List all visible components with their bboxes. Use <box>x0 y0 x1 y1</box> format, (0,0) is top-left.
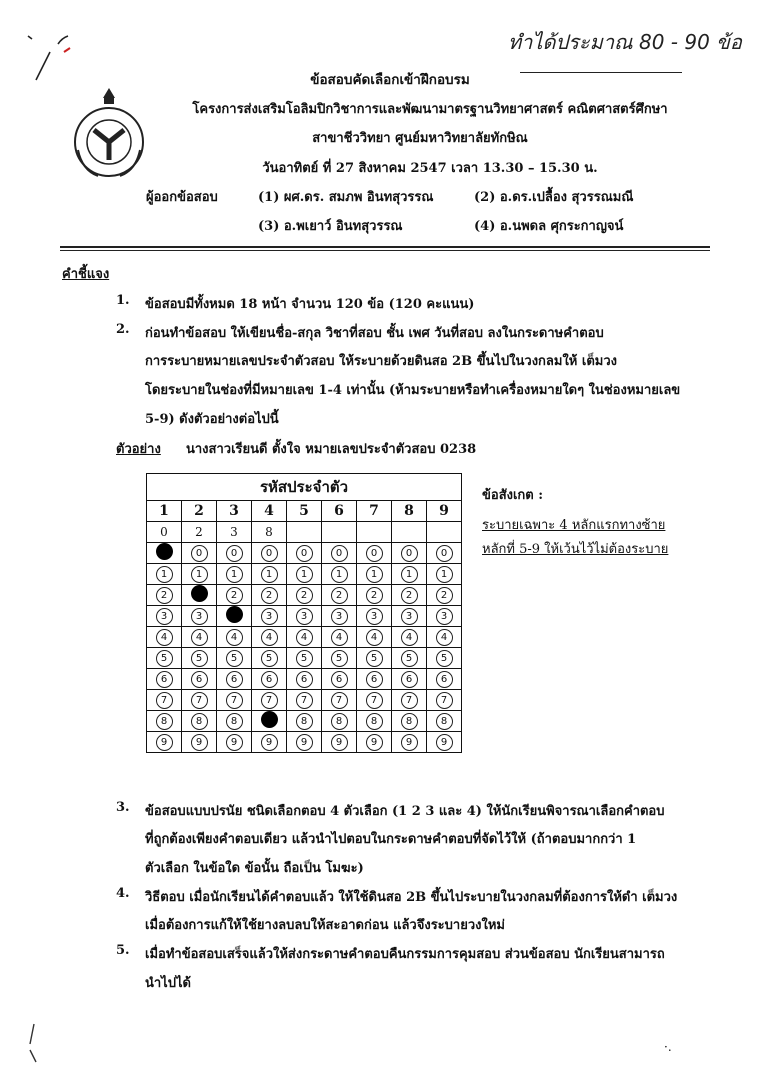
grid-cell <box>357 585 392 606</box>
digit-bubble[interactable]: 0 <box>296 545 313 562</box>
grid-cell <box>217 648 252 669</box>
instructions-heading: คำชี้แจง <box>62 267 110 282</box>
grid-cell <box>182 669 217 690</box>
grid-cell <box>357 669 392 690</box>
grid-cell <box>287 669 322 690</box>
digit-bubble[interactable]: 1 <box>226 566 243 583</box>
digit-bubble[interactable]: 0 <box>401 545 418 562</box>
digit-bubble[interactable]: 5 <box>296 650 313 667</box>
item-3-line-3: ตัวเลือก ในข้อใด ข้อนั้น ถือเป็น โมฆะ) <box>145 861 364 876</box>
digit-bubble[interactable]: 4 <box>226 629 243 646</box>
digit-bubble[interactable]: 7 <box>191 692 208 709</box>
grid-cell <box>217 669 252 690</box>
author-4: (4) อ.นพดล ศุกระกาญจน์ <box>474 219 624 234</box>
grid-cell <box>252 648 287 669</box>
grid-cell <box>182 564 217 585</box>
grid-cell <box>427 648 462 669</box>
digit-bubble[interactable]: 7 <box>296 692 313 709</box>
grid-cell <box>182 606 217 627</box>
example-label: ตัวอย่าง <box>116 442 161 457</box>
grid-written-digit <box>357 522 392 543</box>
digit-bubble[interactable]: 1 <box>401 566 418 583</box>
item-2-num: 2. <box>116 322 130 337</box>
digit-bubble[interactable]: 9 <box>401 734 418 751</box>
digit-bubble[interactable]: 0 <box>366 545 383 562</box>
grid-cell <box>182 711 217 732</box>
digit-bubble[interactable]: 5 <box>191 650 208 667</box>
grid-cell <box>357 627 392 648</box>
digit-bubble[interactable]: 4 <box>156 629 173 646</box>
item-5-line-1: เมื่อทำข้อสอบเสร็จแล้วให้ส่งกระดาษคำตอบคืนกรรมการคุมสอบ ส่วนข้อสอบ นักเรียนสามารถ <box>145 947 665 962</box>
example-text: นางสาวเรียนดี ตั้งใจ หมายเลขประจำตัวสอบ 0238 <box>186 442 477 457</box>
digit-bubble[interactable]: 2 <box>296 587 313 604</box>
grid-cell <box>182 585 217 606</box>
grid-cell <box>147 564 182 585</box>
grid-title: รหัสประจำตัว <box>147 474 462 501</box>
grid-cell <box>427 627 462 648</box>
grid-cell <box>322 732 357 753</box>
digit-bubble[interactable]: 6 <box>401 671 418 688</box>
digit-bubble[interactable]: 0 <box>436 545 453 562</box>
grid-cell <box>427 669 462 690</box>
digit-bubble[interactable]: 9 <box>436 734 453 751</box>
grid-cell <box>287 648 322 669</box>
grid-column-3: 3 <box>217 501 252 522</box>
grid-cell <box>392 732 427 753</box>
item-3-line-2: ที่ถูกต้องเพียงคำตอบเดียว แล้วนำไปตอบในกระดาษคำตอบที่จัดไว้ให้ (ถ้าตอบมากกว่า 1 <box>145 832 637 847</box>
grid-cell <box>252 627 287 648</box>
grid-cell <box>217 564 252 585</box>
grid-cell <box>287 543 322 564</box>
grid-cell <box>392 606 427 627</box>
grid-written-digit: 0 <box>147 522 182 543</box>
grid-cell <box>287 564 322 585</box>
grid-column-4: 4 <box>252 501 287 522</box>
authors-label: ผู้ออกข้อสอบ <box>146 190 218 205</box>
digit-bubble[interactable]: 4 <box>191 629 208 646</box>
grid-cell <box>392 669 427 690</box>
digit-bubble[interactable]: 4 <box>366 629 383 646</box>
digit-bubble[interactable]: 3 <box>261 608 278 625</box>
filled-bubble[interactable] <box>191 585 208 602</box>
grid-column-2: 2 <box>182 501 217 522</box>
digit-bubble[interactable]: 8 <box>366 713 383 730</box>
project-name: โครงการส่งเสริมโอลิมปิกวิชาการและพัฒนามาตรฐานวิทยาศาสตร์ คณิตศาสตร์ศึกษา <box>192 102 668 117</box>
header-divider-thin <box>60 250 710 251</box>
grid-cell <box>287 606 322 627</box>
digit-bubble[interactable]: 6 <box>436 671 453 688</box>
digit-bubble[interactable]: 3 <box>366 608 383 625</box>
digit-bubble[interactable]: 1 <box>436 566 453 583</box>
digit-bubble[interactable]: 4 <box>401 629 418 646</box>
digit-bubble[interactable]: 9 <box>226 734 243 751</box>
digit-bubble[interactable]: 8 <box>296 713 313 730</box>
grid-cell <box>147 732 182 753</box>
grid-cell <box>392 543 427 564</box>
digit-bubble[interactable]: 1 <box>261 566 278 583</box>
grid-cell <box>427 690 462 711</box>
grid-cell <box>322 543 357 564</box>
digit-bubble[interactable]: 3 <box>331 608 348 625</box>
digit-bubble[interactable]: 7 <box>366 692 383 709</box>
grid-cell <box>357 564 392 585</box>
author-3: (3) อ.พเยาว์ อินทสุวรรณ <box>258 219 403 234</box>
grid-cell <box>217 711 252 732</box>
digit-bubble[interactable]: 6 <box>261 671 278 688</box>
digit-bubble[interactable]: 7 <box>436 692 453 709</box>
digit-bubble[interactable]: 2 <box>401 587 418 604</box>
digit-bubble[interactable]: 2 <box>156 587 173 604</box>
digit-bubble[interactable]: 9 <box>331 734 348 751</box>
grid-cell <box>427 543 462 564</box>
digit-bubble[interactable]: 3 <box>296 608 313 625</box>
digit-bubble[interactable]: 0 <box>261 545 278 562</box>
grid-cell <box>322 606 357 627</box>
grid-cell <box>322 648 357 669</box>
grid-written-digit: 2 <box>182 522 217 543</box>
bottom-right-mark: ·. <box>664 1040 672 1054</box>
digit-bubble[interactable]: 5 <box>226 650 243 667</box>
grid-cell <box>322 627 357 648</box>
digit-bubble[interactable]: 5 <box>156 650 173 667</box>
grid-cell <box>357 648 392 669</box>
grid-cell <box>392 711 427 732</box>
digit-bubble[interactable]: 8 <box>156 713 173 730</box>
item-3-line-1: ข้อสอบแบบปรนัย ชนิดเลือกตอบ 4 ตัวเลือก (1 2 3 และ 4) ให้นักเรียนพิจารณาเลือกคำตอบ <box>145 804 665 819</box>
grid-cell <box>147 648 182 669</box>
digit-bubble[interactable]: 1 <box>331 566 348 583</box>
grid-column-1: 1 <box>147 501 182 522</box>
digit-bubble[interactable]: 7 <box>261 692 278 709</box>
digit-bubble[interactable]: 6 <box>296 671 313 688</box>
grid-cell <box>287 627 322 648</box>
bottom-left-mark <box>20 1020 50 1070</box>
digit-bubble[interactable]: 9 <box>156 734 173 751</box>
digit-bubble[interactable]: 1 <box>296 566 313 583</box>
digit-bubble[interactable]: 4 <box>436 629 453 646</box>
digit-bubble[interactable]: 4 <box>331 629 348 646</box>
item-1-num: 1. <box>116 293 130 308</box>
grid-cell <box>287 585 322 606</box>
grid-cell <box>427 606 462 627</box>
grid-cell <box>252 543 287 564</box>
grid-cell <box>217 732 252 753</box>
grid-cell <box>252 585 287 606</box>
digit-bubble[interactable]: 5 <box>331 650 348 667</box>
grid-cell <box>217 606 252 627</box>
grid-cell <box>287 732 322 753</box>
digit-bubble[interactable]: 9 <box>366 734 383 751</box>
digit-bubble[interactable]: 2 <box>331 587 348 604</box>
header-divider <box>60 246 710 248</box>
item-3-num: 3. <box>116 800 130 815</box>
item-2-line-1: ก่อนทำข้อสอบ ให้เขียนชื่อ-สกุล วิชาที่สอบ ชั้น เพศ วันที่สอบ ลงในกระดาษคำตอบ <box>145 326 604 341</box>
digit-bubble[interactable]: 7 <box>226 692 243 709</box>
grid-column-9: 9 <box>427 501 462 522</box>
grid-cell <box>357 543 392 564</box>
digit-bubble[interactable]: 5 <box>401 650 418 667</box>
grid-cell <box>392 648 427 669</box>
item-1-text: ข้อสอบมีทั้งหมด 18 หน้า จำนวน 120 ข้อ (120 คะแนน) <box>145 297 475 312</box>
digit-bubble[interactable]: 2 <box>261 587 278 604</box>
digit-bubble[interactable]: 8 <box>436 713 453 730</box>
grid-cell <box>357 606 392 627</box>
id-grid <box>146 473 462 753</box>
subject-center: สาขาชีววิทยา ศูนย์มหาวิทยาลัยทักษิณ <box>312 131 528 146</box>
digit-bubble[interactable]: 9 <box>191 734 208 751</box>
digit-bubble[interactable]: 0 <box>331 545 348 562</box>
exam-date: วันอาทิตย์ ที่ 27 สิงหาคม 2547 เวลา 13.30 – 15.30 น. <box>262 161 598 176</box>
filled-bubble[interactable] <box>261 711 278 728</box>
item-4-line-2: เมื่อต้องการแก้ให้ใช้ยางลบลบให้สะอาดก่อน แล้วจึงระบายวงใหม่ <box>145 918 505 933</box>
grid-cell <box>147 669 182 690</box>
grid-cell <box>147 543 182 564</box>
grid-cell <box>392 585 427 606</box>
digit-bubble[interactable]: 3 <box>191 608 208 625</box>
digit-bubble[interactable]: 6 <box>191 671 208 688</box>
grid-cell <box>147 585 182 606</box>
grid-cell <box>357 711 392 732</box>
grid-cell <box>182 732 217 753</box>
digit-bubble[interactable]: 6 <box>156 671 173 688</box>
digit-bubble[interactable]: 8 <box>191 713 208 730</box>
grid-cell <box>287 711 322 732</box>
digit-bubble[interactable]: 3 <box>401 608 418 625</box>
digit-bubble[interactable]: 6 <box>366 671 383 688</box>
grid-cell <box>322 669 357 690</box>
digit-bubble[interactable]: 0 <box>191 545 208 562</box>
grid-cell <box>252 669 287 690</box>
digit-bubble[interactable]: 6 <box>331 671 348 688</box>
digit-bubble[interactable]: 8 <box>401 713 418 730</box>
item-2-line-4: 5-9) ดังตัวอย่างต่อไปนี้ <box>145 412 279 427</box>
grid-cell <box>392 690 427 711</box>
grid-cell <box>217 585 252 606</box>
digit-bubble[interactable]: 5 <box>366 650 383 667</box>
author-2: (2) อ.ดร.เปลื้อง สุวรรณมณี <box>474 190 634 205</box>
digit-bubble[interactable]: 9 <box>296 734 313 751</box>
digit-bubble[interactable]: 4 <box>296 629 313 646</box>
grid-written-digit: 3 <box>217 522 252 543</box>
grid-cell <box>322 564 357 585</box>
digit-bubble[interactable]: 1 <box>366 566 383 583</box>
note-title: ข้อสังเกต : <box>482 488 544 503</box>
grid-cell <box>392 627 427 648</box>
filled-bubble[interactable] <box>226 606 243 623</box>
digit-bubble[interactable]: 3 <box>436 608 453 625</box>
grid-written-digit <box>392 522 427 543</box>
grid-cell <box>322 690 357 711</box>
digit-bubble[interactable]: 8 <box>226 713 243 730</box>
grid-cell <box>147 627 182 648</box>
grid-cell <box>217 627 252 648</box>
grid-cell <box>427 732 462 753</box>
grid-cell <box>182 690 217 711</box>
author-1: (1) ผศ.ดร. สมภพ อินทสุวรรณ <box>258 190 434 205</box>
grid-cell <box>182 627 217 648</box>
grid-column-5: 5 <box>287 501 322 522</box>
grid-cell <box>252 711 287 732</box>
grid-cell <box>147 606 182 627</box>
digit-bubble[interactable]: 5 <box>436 650 453 667</box>
grid-cell <box>322 711 357 732</box>
grid-cell <box>252 606 287 627</box>
grid-cell <box>147 711 182 732</box>
grid-column-7: 7 <box>357 501 392 522</box>
item-5-line-2: นำไปได้ <box>145 976 191 991</box>
item-2-line-2: การระบายหมายเลขประจำตัวสอบ ให้ระบายด้วยดินสอ 2B ขึ้นไปในวงกลมให้ เต็มวง <box>145 354 617 369</box>
item-4-line-1: วิธีตอบ เมื่อนักเรียนได้คำตอบแล้ว ให้ใช้ดินสอ 2B ขึ้นไประบายในวงกลมที่ต้องการให้ดำ เต็มวง <box>145 890 678 905</box>
grid-cell <box>287 690 322 711</box>
grid-cell <box>182 648 217 669</box>
grid-written-digit: 8 <box>252 522 287 543</box>
grid-written-digit <box>287 522 322 543</box>
grid-cell <box>147 690 182 711</box>
grid-cell <box>427 564 462 585</box>
digit-bubble[interactable]: 5 <box>261 650 278 667</box>
digit-bubble[interactable]: 9 <box>261 734 278 751</box>
digit-bubble[interactable]: 2 <box>436 587 453 604</box>
grid-column-8: 8 <box>392 501 427 522</box>
exam-title: ข้อสอบคัดเลือกเข้าฝึกอบรม <box>310 72 470 88</box>
grid-written-digit <box>322 522 357 543</box>
item-5-num: 5. <box>116 943 130 958</box>
filled-bubble[interactable] <box>156 543 173 560</box>
grid-cell <box>427 585 462 606</box>
grid-cell <box>357 732 392 753</box>
grid-cell <box>427 711 462 732</box>
title-underline <box>520 72 682 73</box>
handwritten-note: ทำได้ประมาณ 80 - 90 ข้อ <box>508 30 742 54</box>
grid-written-digit <box>427 522 462 543</box>
item-4-num: 4. <box>116 886 130 901</box>
grid-cell <box>252 732 287 753</box>
digit-bubble[interactable]: 8 <box>331 713 348 730</box>
grid-cell <box>252 564 287 585</box>
digit-bubble[interactable]: 6 <box>226 671 243 688</box>
digit-bubble[interactable]: 7 <box>401 692 418 709</box>
digit-bubble[interactable]: 1 <box>191 566 208 583</box>
note-line-2: หลักที่ 5-9 ให้เว้นไว้ไม่ต้องระบาย <box>482 542 669 557</box>
grid-cell <box>252 690 287 711</box>
grid-cell <box>217 543 252 564</box>
grid-cell <box>182 543 217 564</box>
digit-bubble[interactable]: 3 <box>156 608 173 625</box>
grid-cell <box>357 690 392 711</box>
grid-column-6: 6 <box>322 501 357 522</box>
grid-cell <box>392 564 427 585</box>
digit-bubble[interactable]: 0 <box>226 545 243 562</box>
digit-bubble[interactable]: 1 <box>156 566 173 583</box>
digit-bubble[interactable]: 2 <box>366 587 383 604</box>
digit-bubble[interactable]: 7 <box>156 692 173 709</box>
digit-bubble[interactable]: 7 <box>331 692 348 709</box>
item-2-line-3: โดยระบายในช่องที่มีหมายเลข 1-4 เท่านั้น (ห้ามระบายหรือทำเครื่องหมายใดๆ ในช่องหมายเลข <box>145 383 681 398</box>
university-logo <box>64 80 154 190</box>
grid-cell <box>217 690 252 711</box>
grid-cell <box>322 585 357 606</box>
note-line-1: ระบายเฉพาะ 4 หลักแรกทางซ้าย <box>482 518 666 533</box>
digit-bubble[interactable]: 4 <box>261 629 278 646</box>
digit-bubble[interactable]: 2 <box>226 587 243 604</box>
